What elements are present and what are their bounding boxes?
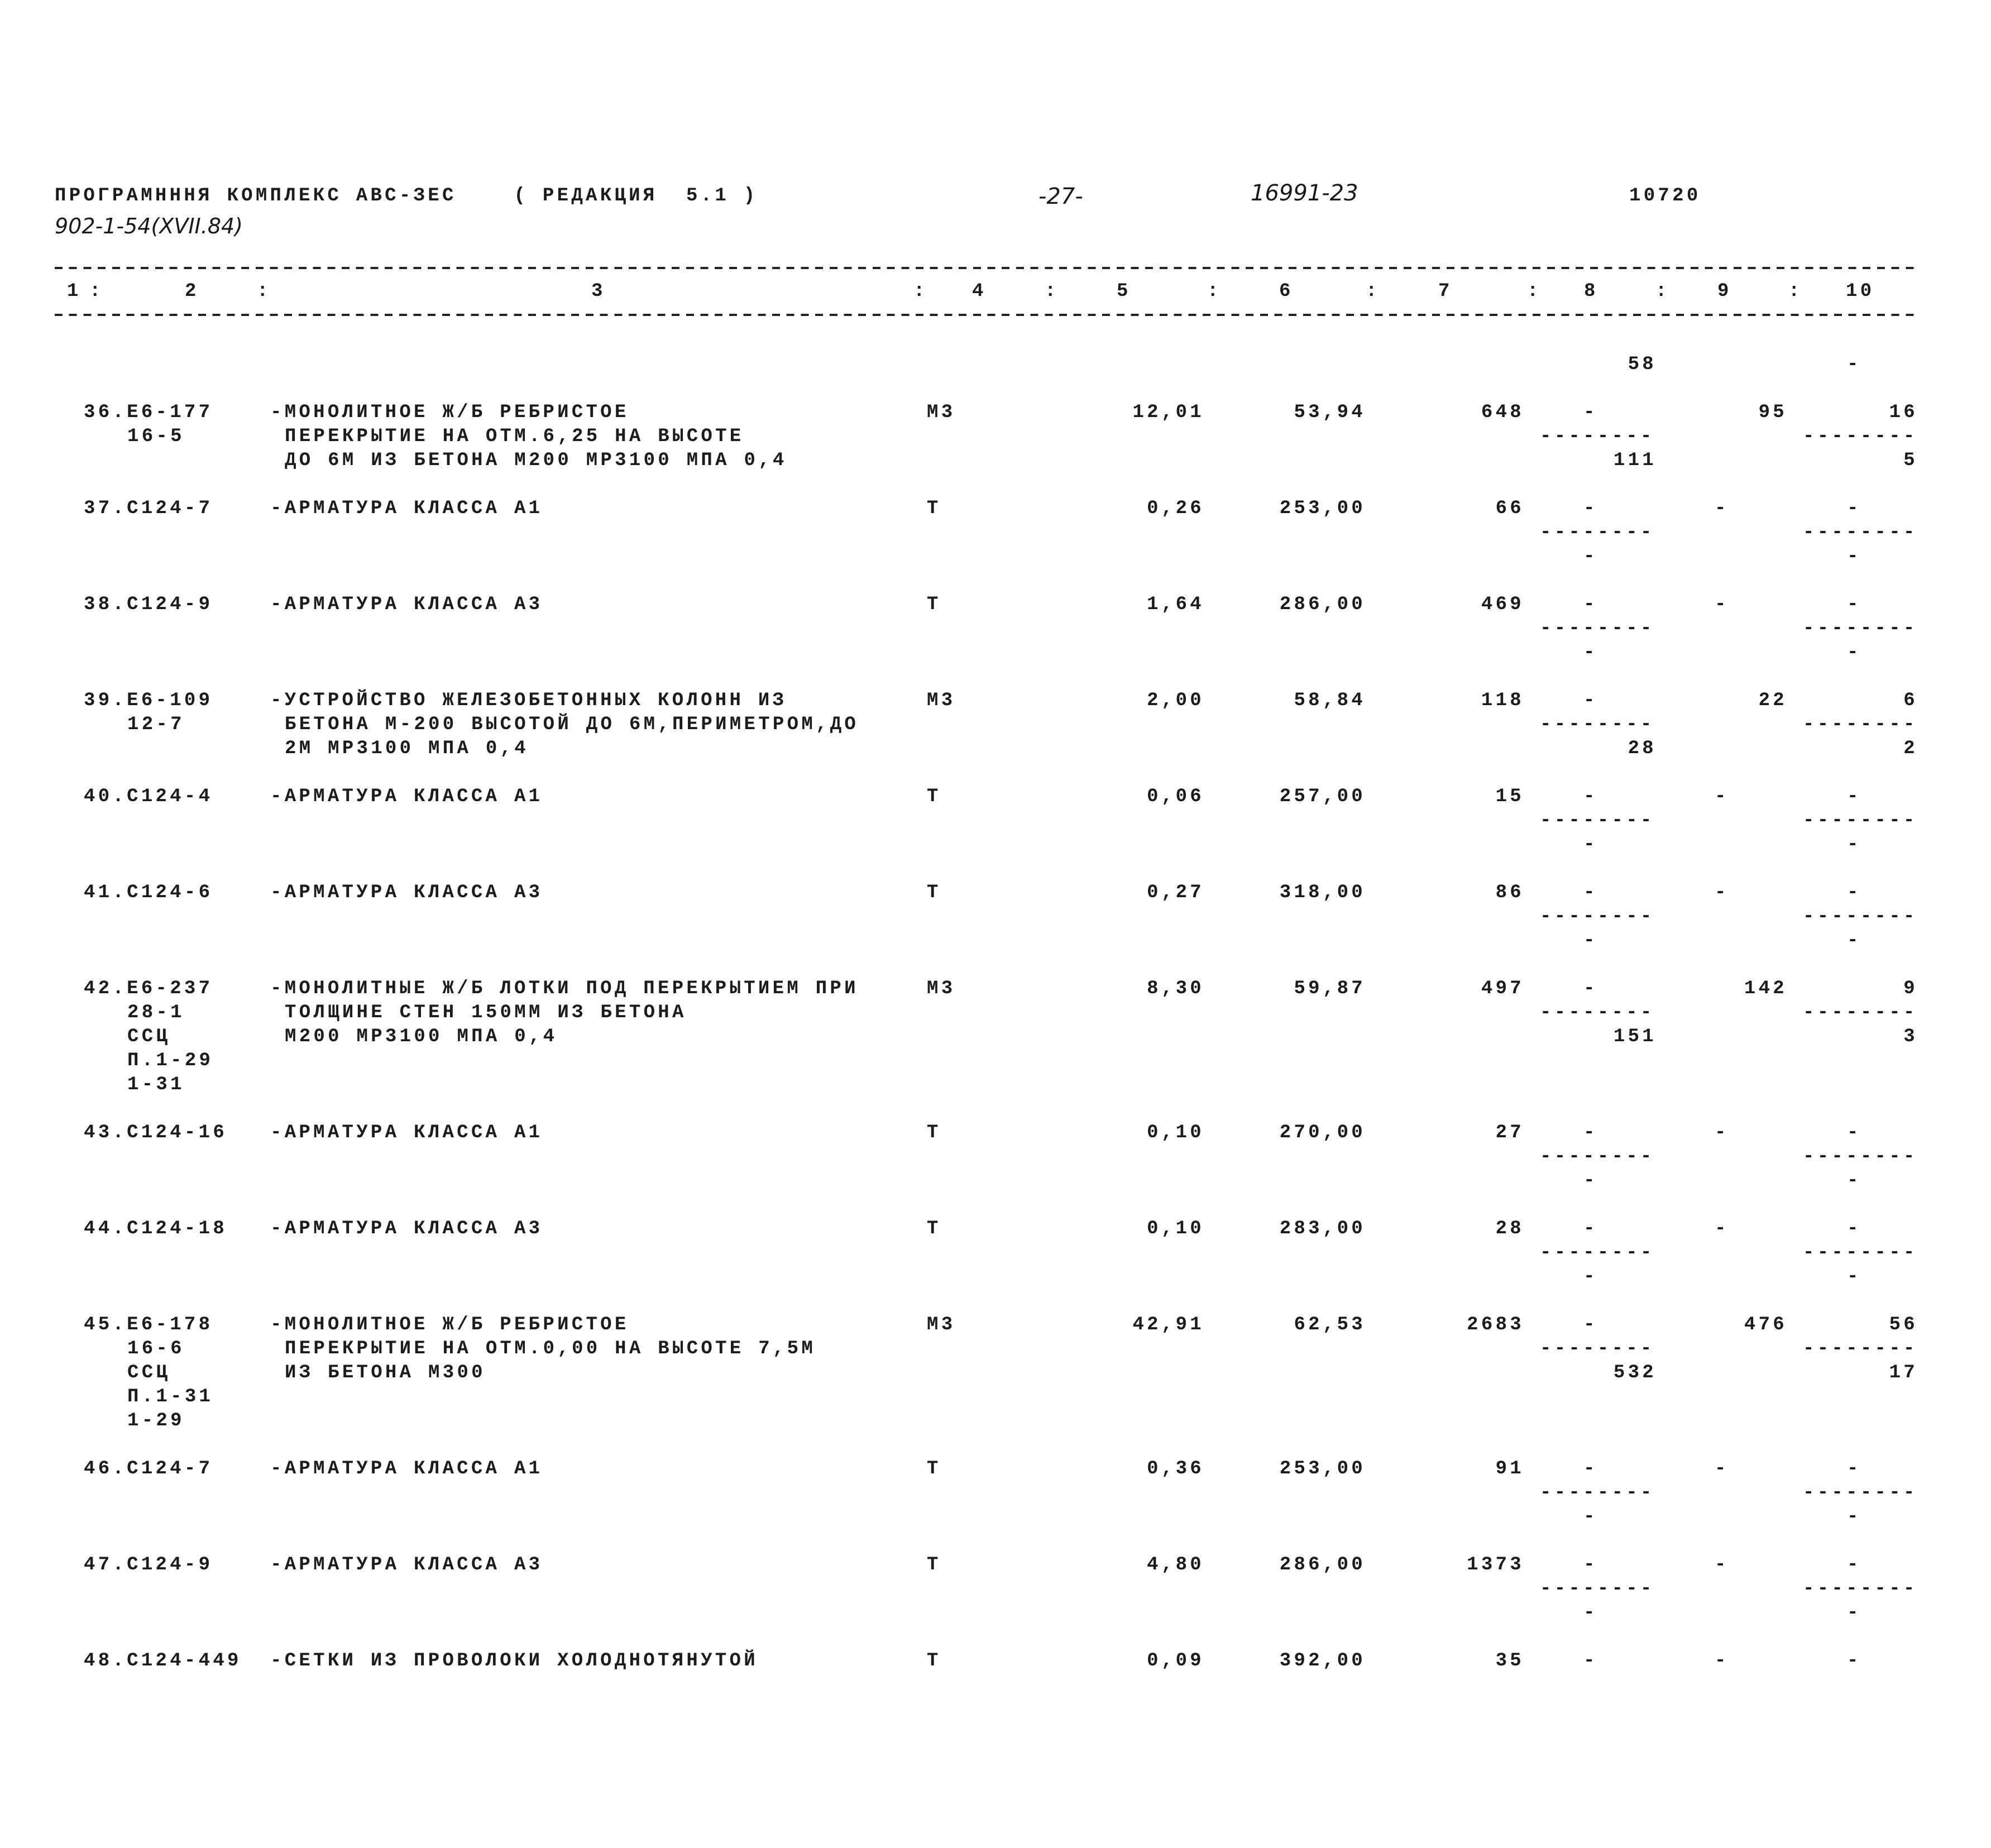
col10-fraction-rule: -------- — [1803, 714, 1918, 735]
column-number: 7 — [1438, 281, 1453, 302]
row-code: 39.Е6-109 — [84, 690, 213, 711]
col9-value: - — [1715, 498, 1729, 519]
table-row — [0, 401, 1991, 473]
column-number: 5 — [1117, 281, 1131, 302]
col8-fraction-rule: -------- — [1540, 1578, 1655, 1600]
col10-top: - — [1847, 498, 1861, 519]
column-separator: : — [1655, 281, 1670, 302]
row-total: 497 — [1481, 978, 1524, 999]
row-unit-price: 270,00 — [1279, 1122, 1366, 1143]
page-number-handwritten: -27- — [1038, 184, 1083, 209]
carry-over-col8: 58 — [1628, 354, 1657, 375]
col10-bottom: - — [1847, 1602, 1861, 1624]
column-separator: : — [257, 281, 271, 302]
col10-bottom: - — [1847, 1170, 1861, 1191]
col8-bottom: 111 — [1613, 450, 1657, 471]
col10-bottom: 2 — [1903, 738, 1918, 759]
row-unit: М3 — [927, 402, 956, 423]
carry-over-row — [0, 353, 1991, 377]
row-code-line: П.1-29 — [127, 1050, 214, 1071]
row-total: 648 — [1481, 402, 1524, 423]
table-row — [0, 1121, 1991, 1193]
col10-top: - — [1847, 882, 1861, 903]
table-row — [0, 1313, 1991, 1433]
column-separator: : — [913, 281, 928, 302]
col8-fraction-rule: -------- — [1540, 522, 1655, 543]
column-separator: : — [1788, 281, 1803, 302]
col8-bottom: - — [1583, 1170, 1598, 1191]
column-number: 2 — [185, 281, 199, 302]
row-unit-price: 53,94 — [1294, 402, 1366, 423]
row-code-line: 1-31 — [127, 1074, 185, 1095]
col10-top: - — [1847, 1122, 1861, 1143]
col9-value: 476 — [1744, 1314, 1787, 1335]
col10-bottom: - — [1847, 642, 1861, 663]
col8-top: - — [1583, 1554, 1598, 1576]
table-row — [0, 1457, 1991, 1529]
row-code: 45.Е6-178 — [84, 1314, 213, 1335]
col8-top: - — [1583, 1218, 1598, 1239]
column-separator: : — [1366, 281, 1380, 302]
col10-top: - — [1847, 1218, 1861, 1239]
row-total: 91 — [1495, 1458, 1524, 1480]
col10-fraction-rule: -------- — [1803, 906, 1918, 927]
row-description-line: ДО 6М ИЗ БЕТОНА М200 МР3100 МПА 0,4 — [285, 450, 787, 471]
row-description-line: -АРМАТУРА КЛАССА А1 — [270, 786, 543, 807]
col8-bottom: - — [1583, 546, 1598, 567]
row-quantity: 0,09 — [1147, 1650, 1204, 1672]
col8-fraction-rule: -------- — [1540, 1146, 1655, 1167]
col8-top: - — [1583, 690, 1598, 711]
col10-bottom: - — [1847, 930, 1861, 951]
row-code-line: ССЦ — [127, 1362, 171, 1383]
column-number: 10 — [1846, 281, 1875, 302]
row-description-line: ПЕРЕКРЫТИЕ НА ОТМ.0,00 НА ВЫСОТЕ 7,5М — [285, 1338, 816, 1359]
col10-top: 56 — [1889, 1314, 1918, 1335]
row-total: 15 — [1495, 786, 1524, 807]
col8-fraction-rule: -------- — [1540, 1482, 1655, 1504]
row-quantity: 0,26 — [1147, 498, 1204, 519]
col9-value: - — [1715, 786, 1729, 807]
row-quantity: 1,64 — [1147, 594, 1204, 615]
row-code-line: 1-29 — [127, 1410, 185, 1432]
col10-top: 16 — [1889, 402, 1918, 423]
row-quantity: 0,36 — [1147, 1458, 1204, 1480]
row-code: 44.С124-18 — [84, 1218, 228, 1239]
row-unit: Т — [927, 1650, 941, 1672]
row-unit-price: 283,00 — [1279, 1218, 1366, 1239]
col10-bottom: 5 — [1903, 450, 1918, 471]
row-quantity: 42,91 — [1132, 1314, 1204, 1335]
row-unit: Т — [927, 498, 941, 519]
row-unit: М3 — [927, 978, 956, 999]
row-code-line: 16-6 — [127, 1338, 185, 1359]
row-description-line: -МОНОЛИТНОЕ Ж/Б РЕБРИСТОЕ — [270, 402, 629, 423]
col8-bottom: - — [1583, 834, 1598, 855]
col10-top: - — [1847, 594, 1861, 615]
col8-fraction-rule: -------- — [1540, 1242, 1655, 1263]
row-total: 469 — [1481, 594, 1524, 615]
row-description-line: -СЕТКИ ИЗ ПРОВОЛОКИ ХОЛОДНОТЯНУТОЙ — [270, 1650, 758, 1672]
row-code: 36.Е6-177 — [84, 402, 213, 423]
column-separator: : — [1207, 281, 1222, 302]
col8-bottom: 28 — [1628, 738, 1657, 759]
row-total: 1373 — [1467, 1554, 1524, 1576]
separator-line — [55, 314, 1918, 316]
row-code: 43.С124-16 — [84, 1122, 228, 1143]
row-unit-price: 58,84 — [1294, 690, 1366, 711]
row-description-line: ИЗ БЕТОНА М300 — [285, 1362, 486, 1383]
col10-bottom: - — [1847, 546, 1861, 567]
col8-fraction-rule: -------- — [1540, 1338, 1655, 1359]
row-total: 2683 — [1467, 1314, 1524, 1335]
row-code: 38.С124-9 — [84, 594, 213, 615]
row-description-line: -УСТРОЙСТВО ЖЕЛЕЗОБЕТОННЫХ КОЛОНН ИЗ — [270, 690, 787, 711]
col10-fraction-rule: -------- — [1803, 1578, 1918, 1600]
column-number: 8 — [1584, 281, 1598, 302]
row-description-line: -МОНОЛИТНЫЕ Ж/Б ЛОТКИ ПОД ПЕРЕКРЫТИЕМ ПРИ — [270, 978, 859, 999]
row-total: 66 — [1495, 498, 1524, 519]
row-unit: Т — [927, 882, 941, 903]
column-number: 6 — [1279, 281, 1294, 302]
row-code: 37.С124-7 — [84, 498, 213, 519]
col8-top: - — [1583, 978, 1598, 999]
col9-value: - — [1715, 882, 1729, 903]
row-quantity: 4,80 — [1147, 1554, 1204, 1576]
col8-fraction-rule: -------- — [1540, 618, 1655, 639]
row-unit-price: 318,00 — [1279, 882, 1366, 903]
row-unit-price: 253,00 — [1279, 1458, 1366, 1480]
col10-fraction-rule: -------- — [1803, 1002, 1918, 1023]
column-number: 1 — [67, 281, 82, 302]
col10-top: 9 — [1903, 978, 1918, 999]
project-code-handwritten: 902-1-54(XVII.84) — [55, 214, 243, 238]
col10-fraction-rule: -------- — [1803, 426, 1918, 447]
row-total: 86 — [1495, 882, 1524, 903]
row-description-line: -АРМАТУРА КЛАССА А3 — [270, 594, 543, 615]
table-row — [0, 1553, 1991, 1625]
row-unit-price: 253,00 — [1279, 498, 1366, 519]
col9-value: - — [1715, 1650, 1729, 1672]
carry-over-col10: - — [1847, 354, 1861, 375]
col9-value: - — [1715, 1218, 1729, 1239]
row-code: 42.Е6-237 — [84, 978, 213, 999]
row-description-line: БЕТОНА М-200 ВЫСОТОЙ ДО 6М,ПЕРИМЕТРОМ,ДО — [285, 714, 859, 735]
estimate-table-body — [0, 353, 1991, 1697]
row-code: 46.С124-7 — [84, 1458, 213, 1480]
row-code-line: ССЦ — [127, 1026, 171, 1047]
table-row — [0, 881, 1991, 953]
table-row — [0, 1217, 1991, 1289]
table-row — [0, 497, 1991, 569]
col10-bottom: 3 — [1903, 1026, 1918, 1047]
row-code-line: 28-1 — [127, 1002, 185, 1023]
document-number-handwritten: 16991-23 — [1251, 180, 1358, 206]
col10-fraction-rule: -------- — [1803, 1338, 1918, 1359]
row-unit: Т — [927, 1458, 941, 1480]
col8-top: - — [1583, 1122, 1598, 1143]
col9-value: - — [1715, 1554, 1729, 1576]
col8-fraction-rule: -------- — [1540, 714, 1655, 735]
row-unit-price: 59,87 — [1294, 978, 1366, 999]
row-description-line: -АРМАТУРА КЛАССА А3 — [270, 1218, 543, 1239]
row-quantity: 0,27 — [1147, 882, 1204, 903]
table-row — [0, 689, 1991, 761]
col8-fraction-rule: -------- — [1540, 810, 1655, 831]
row-quantity: 0,06 — [1147, 786, 1204, 807]
column-separator: : — [1527, 281, 1542, 302]
col10-fraction-rule: -------- — [1803, 1146, 1918, 1167]
row-unit-price: 392,00 — [1279, 1650, 1366, 1672]
program-title: ПРОГРАМНННЯ КОМПЛЕКС АВС-ЗЕС ( РЕДАКЦИЯ 5.1 ) — [55, 185, 758, 207]
col8-bottom: - — [1583, 930, 1598, 951]
column-number: 3 — [591, 281, 606, 302]
row-code: 40.С124-4 — [84, 786, 213, 807]
col10-fraction-rule: -------- — [1803, 522, 1918, 543]
row-code-line: 12-7 — [127, 714, 185, 735]
row-unit: Т — [927, 594, 941, 615]
row-code: 48.С124-449 — [84, 1650, 242, 1672]
col8-bottom: - — [1583, 1602, 1598, 1624]
row-description-line: -АРМАТУРА КЛАССА А1 — [270, 1122, 543, 1143]
col8-top: - — [1583, 882, 1598, 903]
column-separator: : — [89, 281, 104, 302]
row-description-line: 2М МР3100 МПА 0,4 — [285, 738, 529, 759]
row-code-line: 16-5 — [127, 426, 185, 447]
col8-fraction-rule: -------- — [1540, 1002, 1655, 1023]
row-description-line: -АРМАТУРА КЛАССА А1 — [270, 1458, 543, 1480]
col10-bottom: 17 — [1889, 1362, 1918, 1383]
row-description-line: М200 МР3100 МПА 0,4 — [285, 1026, 558, 1047]
col10-top: - — [1847, 1650, 1861, 1672]
col10-fraction-rule: -------- — [1803, 810, 1918, 831]
row-total: 27 — [1495, 1122, 1524, 1143]
row-description-line: -АРМАТУРА КЛАССА А3 — [270, 1554, 543, 1576]
row-quantity: 2,00 — [1147, 690, 1204, 711]
col10-bottom: - — [1847, 1506, 1861, 1528]
sheet-code: 10720 — [1629, 185, 1701, 207]
table-row — [0, 593, 1991, 665]
col8-top: - — [1583, 498, 1598, 519]
row-description-line: -МОНОЛИТНОЕ Ж/Б РЕБРИСТОЕ — [270, 1314, 629, 1335]
row-unit-price: 62,53 — [1294, 1314, 1366, 1335]
table-row — [0, 785, 1991, 857]
col8-top: - — [1583, 1458, 1598, 1480]
column-separator: : — [1045, 281, 1059, 302]
row-unit-price: 286,00 — [1279, 594, 1366, 615]
col8-bottom: - — [1583, 642, 1598, 663]
col8-fraction-rule: -------- — [1540, 426, 1655, 447]
col9-value: 22 — [1758, 690, 1787, 711]
col9-value: - — [1715, 594, 1729, 615]
col8-fraction-rule: -------- — [1540, 906, 1655, 927]
col10-fraction-rule: -------- — [1803, 1242, 1918, 1263]
row-code: 41.С124-6 — [84, 882, 213, 903]
row-quantity: 12,01 — [1132, 402, 1204, 423]
row-quantity: 0,10 — [1147, 1122, 1204, 1143]
col8-top: - — [1583, 786, 1598, 807]
column-number: 9 — [1717, 281, 1732, 302]
col10-top: 6 — [1903, 690, 1918, 711]
col8-top: - — [1583, 1314, 1598, 1335]
row-total: 35 — [1495, 1650, 1524, 1672]
col8-bottom: 532 — [1613, 1362, 1657, 1383]
row-total: 28 — [1495, 1218, 1524, 1239]
row-unit: Т — [927, 1218, 941, 1239]
col9-value: 142 — [1744, 978, 1787, 999]
row-description-line: ПЕРЕКРЫТИЕ НА ОТМ.6,25 НА ВЫСОТЕ — [285, 426, 744, 447]
row-unit: М3 — [927, 1314, 956, 1335]
col9-value: - — [1715, 1458, 1729, 1480]
col10-bottom: - — [1847, 834, 1861, 855]
col8-top: - — [1583, 594, 1598, 615]
col9-value: 95 — [1758, 402, 1787, 423]
col8-top: - — [1583, 1650, 1598, 1672]
row-quantity: 0,10 — [1147, 1218, 1204, 1239]
row-description-line: -АРМАТУРА КЛАССА А1 — [270, 498, 543, 519]
col10-bottom: - — [1847, 1266, 1861, 1287]
row-unit: Т — [927, 1122, 941, 1143]
col8-bottom: - — [1583, 1506, 1598, 1528]
row-quantity: 8,30 — [1147, 978, 1204, 999]
row-unit-price: 257,00 — [1279, 786, 1366, 807]
col9-value: - — [1715, 1122, 1729, 1143]
col8-bottom: - — [1583, 1266, 1598, 1287]
col10-fraction-rule: -------- — [1803, 1482, 1918, 1504]
row-description-line: ТОЛЩИНЕ СТЕН 150ММ ИЗ БЕТОНА — [285, 1002, 687, 1023]
row-unit: Т — [927, 786, 941, 807]
row-code-line: П.1-31 — [127, 1386, 214, 1407]
column-number: 4 — [972, 281, 987, 302]
col10-top: - — [1847, 1458, 1861, 1480]
row-description-line: -АРМАТУРА КЛАССА А3 — [270, 882, 543, 903]
col10-top: - — [1847, 1554, 1861, 1576]
col8-top: - — [1583, 402, 1598, 423]
col10-fraction-rule: -------- — [1803, 618, 1918, 639]
table-row — [0, 977, 1991, 1097]
row-unit: Т — [927, 1554, 941, 1576]
table-row — [0, 1649, 1991, 1673]
row-unit: М3 — [927, 690, 956, 711]
col8-bottom: 151 — [1613, 1026, 1657, 1047]
row-total: 118 — [1481, 690, 1524, 711]
separator-line — [55, 267, 1918, 269]
col10-top: - — [1847, 786, 1861, 807]
row-unit-price: 286,00 — [1279, 1554, 1366, 1576]
row-code: 47.С124-9 — [84, 1554, 213, 1576]
